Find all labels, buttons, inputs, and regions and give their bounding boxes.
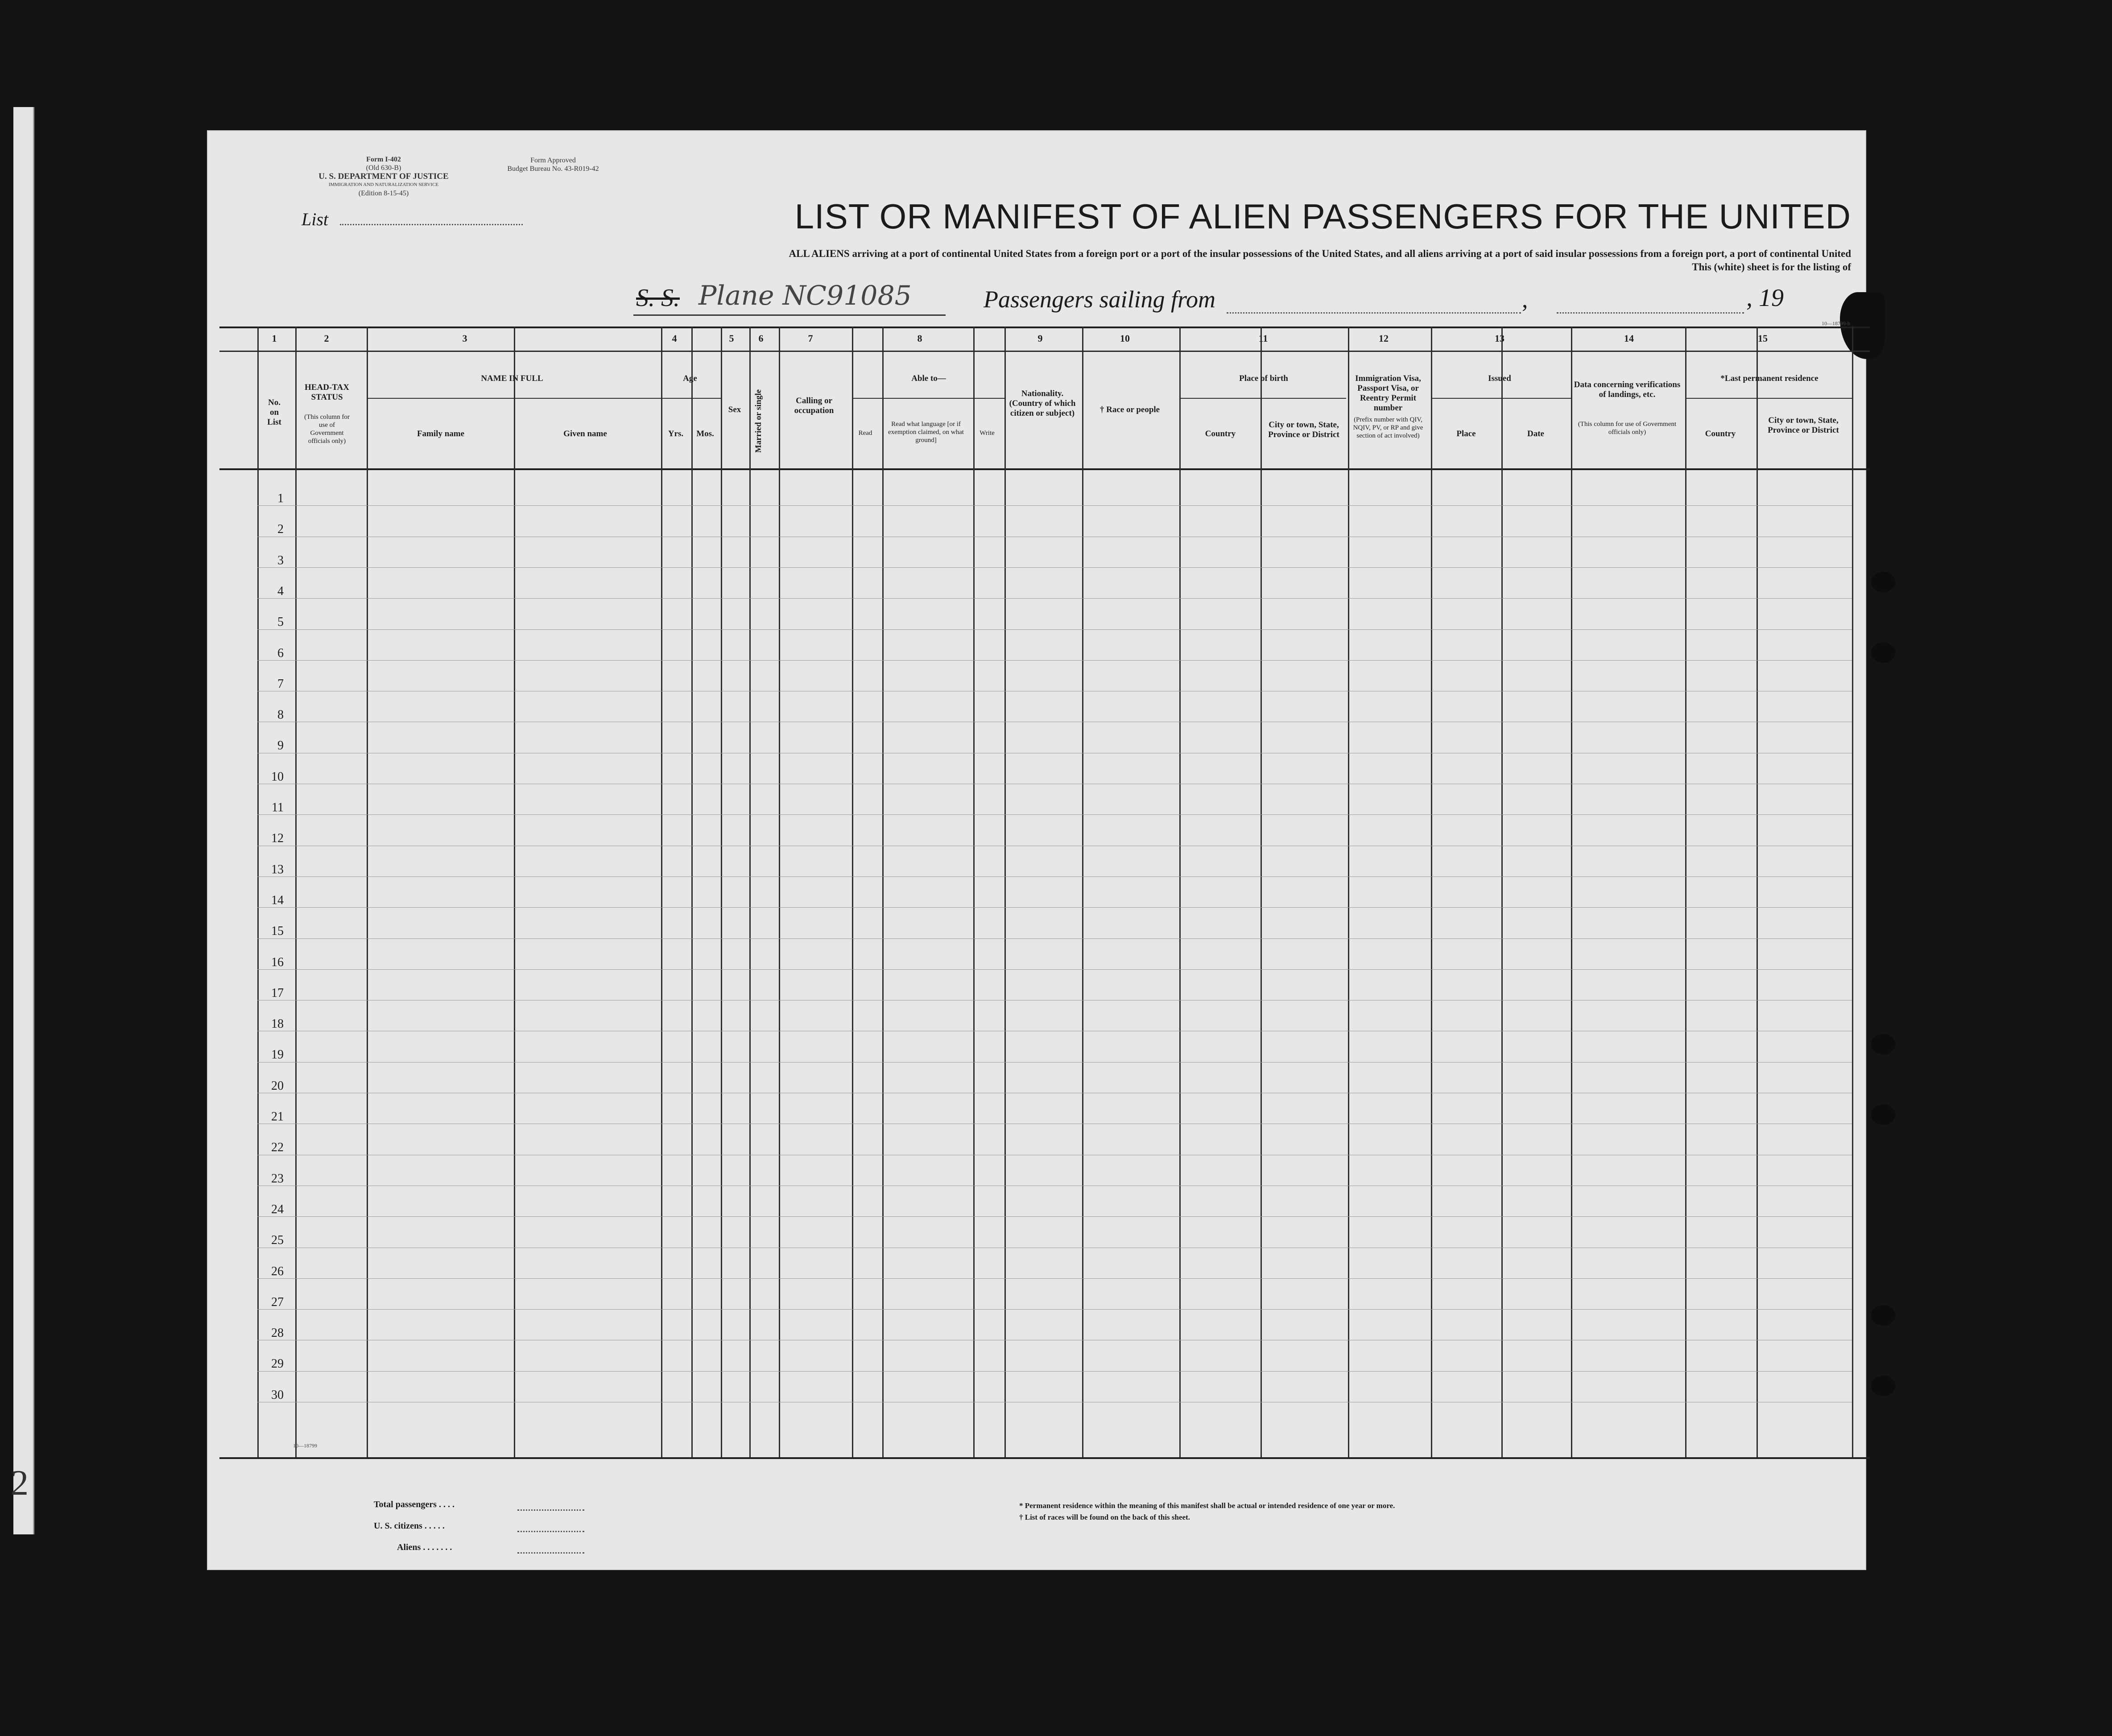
column-rule — [1348, 327, 1349, 1457]
row-rule — [257, 660, 1852, 661]
punch-hole — [1871, 1305, 1895, 1326]
row-number: 16 — [271, 955, 284, 969]
approval-line-1: Form Approved — [530, 157, 576, 164]
page-subtitle — [531, 247, 1851, 274]
row-number: 12 — [271, 831, 284, 846]
col-number-3: 3 — [462, 333, 467, 344]
row-number: 3 — [277, 553, 284, 567]
column-rule — [749, 327, 751, 1457]
header-head-tax: HEAD-TAX STATUS — [305, 383, 349, 402]
header-able-to: Able to— — [911, 374, 946, 383]
row-number: 4 — [277, 584, 284, 598]
header-write: Write — [980, 430, 995, 437]
header-immigration-visa-note: (Prefix number with QIV, NQIV, PV, or RP and give section of act involved) — [1353, 416, 1423, 439]
header-married: Married or single — [754, 389, 763, 453]
punch-hole — [1871, 1104, 1895, 1125]
header-yrs: Yrs. — [668, 429, 684, 438]
punch-hole — [1871, 572, 1895, 592]
approval-line-2: Budget Bureau No. 43-R019-42 — [507, 165, 599, 173]
vessel-name-handwritten: Plane NC91085 — [698, 280, 912, 311]
form-alt-number: (Old 630-B) — [366, 164, 401, 172]
service-name: IMMIGRATION AND NATURALIZATION SERVICE — [328, 182, 439, 187]
form-number: Form I-402 — [366, 156, 401, 163]
column-rule — [1501, 327, 1503, 1457]
form-code-right: 10—18799-b — [1822, 320, 1850, 327]
subheader-rule — [661, 398, 721, 399]
subheader-rule — [1685, 398, 1852, 399]
header-no-on-list: No. on List — [267, 398, 281, 427]
aliens-field[interactable] — [517, 1552, 584, 1554]
col-number-9: 9 — [1037, 333, 1043, 344]
column-rule — [1685, 327, 1686, 1457]
column-rule — [1571, 327, 1572, 1457]
header-birth-country: Country — [1205, 429, 1236, 438]
film-strip-edge — [13, 107, 34, 1534]
colnum-bottom-rule — [219, 351, 1870, 352]
footnote-races: † List of races will be found on the back of this sheet. — [1019, 1513, 1190, 1521]
column-rule — [1179, 327, 1181, 1457]
passenger-table — [219, 320, 1870, 1459]
header-issued: Issued — [1488, 374, 1511, 383]
form-approval-block — [486, 156, 620, 173]
row-number: 17 — [271, 986, 284, 1000]
row-rule — [257, 629, 1852, 630]
row-rule — [257, 907, 1852, 908]
subheader-rule — [1179, 398, 1346, 399]
column-rule — [882, 327, 884, 1457]
header-issued-place: Place — [1456, 429, 1476, 438]
comma-separator: , — [1522, 286, 1528, 313]
year-prefix-value: 19 — [1759, 284, 1784, 312]
row-number: 27 — [271, 1295, 284, 1309]
column-rule — [973, 327, 975, 1457]
col-number-4: 4 — [672, 333, 677, 344]
column-rule — [852, 327, 853, 1457]
row-rule — [257, 876, 1852, 877]
column-rule — [1082, 327, 1083, 1457]
punch-hole — [1871, 1034, 1895, 1054]
sailing-date-line[interactable] — [1557, 312, 1744, 314]
col-number-1: 1 — [272, 333, 277, 344]
aliens-label: Aliens . . . . . . . — [397, 1542, 452, 1552]
row-number: 19 — [271, 1048, 284, 1062]
row-rule — [257, 598, 1852, 599]
column-rule — [367, 327, 368, 1457]
col-number-5: 5 — [729, 333, 734, 344]
row-number: 21 — [271, 1110, 284, 1124]
column-rule — [1261, 327, 1262, 1457]
row-rule — [257, 567, 1852, 568]
subheader-rule — [1431, 398, 1571, 399]
row-rule — [257, 938, 1852, 939]
col-number-15: 15 — [1758, 333, 1768, 344]
row-number: 22 — [271, 1141, 284, 1155]
subtitle-line-1: ALL ALIENS arriving at a port of continental United States from a foreign port or a port of the insular possessions of the United States, and all aliens arriving at a port of said insular possessions from a foreign port, a port of continental United — [789, 248, 1851, 259]
sailing-from-label: Passengers sailing from — [984, 286, 1216, 313]
header-immigration-visa: Immigration Visa, Passport Visa, or Reentry Permit number — [1355, 374, 1421, 413]
header-head-tax-note: (This column for use of Government officials only) — [304, 413, 350, 445]
column-rule — [661, 327, 662, 1457]
row-number: 20 — [271, 1079, 284, 1093]
subheader-rule — [852, 398, 1004, 399]
column-rule — [1431, 327, 1432, 1457]
row-number: 7 — [277, 677, 284, 691]
row-rule — [257, 505, 1852, 506]
row-number: 18 — [271, 1017, 284, 1031]
row-number: 23 — [271, 1171, 284, 1186]
col-number-13: 13 — [1495, 333, 1504, 344]
col-number-10: 10 — [1120, 333, 1130, 344]
row-number: 9 — [277, 739, 284, 753]
row-number: 26 — [271, 1264, 284, 1278]
row-rule — [257, 1371, 1852, 1372]
column-rule — [691, 327, 693, 1457]
form-id-block — [294, 155, 473, 198]
row-number: 1 — [277, 492, 284, 505]
column-rule — [1757, 327, 1758, 1457]
row-number: 11 — [272, 801, 284, 814]
row-number: 28 — [271, 1326, 284, 1340]
row-number: 15 — [271, 924, 284, 938]
row-number: 2 — [277, 522, 284, 537]
row-number: 6 — [277, 646, 284, 660]
header-given-name: Given name — [563, 429, 607, 438]
row-number: 30 — [271, 1388, 284, 1402]
total-passengers-field[interactable] — [517, 1509, 584, 1511]
header-mos: Mos. — [696, 429, 714, 438]
header-sex: Sex — [728, 405, 741, 414]
row-rule — [257, 969, 1852, 970]
header-read-language: Read what language [or if exemption claimed, on what ground] — [888, 421, 964, 444]
form-code-bottom: 10—18799 — [293, 1443, 317, 1449]
footnote-permanent-residence: * Permanent residence within the meaning of this manifest shall be actual or intended residence of one year or more. — [1019, 1501, 1395, 1510]
row-number: 13 — [271, 862, 284, 876]
list-label: List — [302, 209, 329, 229]
header-calling: Calling or occupation — [794, 396, 834, 415]
punch-hole — [1871, 642, 1895, 663]
column-rule — [514, 327, 515, 1457]
header-birth-city: City or town, State, Province or District — [1268, 420, 1339, 439]
column-rule — [1004, 327, 1006, 1457]
col-number-2: 2 — [324, 333, 329, 344]
col-number-11: 11 — [1258, 333, 1268, 344]
subtitle-line-2: This (white) sheet is for the listing of — [1692, 261, 1851, 273]
row-number: 29 — [271, 1357, 284, 1371]
column-rule — [1852, 327, 1853, 1457]
header-issued-date: Date — [1527, 429, 1544, 438]
header-read: Read — [858, 430, 872, 437]
header-residence-country: Country — [1705, 429, 1736, 438]
list-number-line[interactable] — [340, 224, 523, 225]
ss-label: S. S. — [636, 284, 680, 312]
us-citizens-label: U. S. citizens . . . . . — [374, 1521, 445, 1531]
header-last-residence: *Last permanent residence — [1720, 374, 1819, 383]
header-bottom-rule — [219, 468, 1870, 470]
sailing-port-line[interactable] — [1227, 312, 1521, 314]
vessel-name-line[interactable] — [633, 314, 946, 316]
row-rule — [257, 1309, 1852, 1310]
department-name: U. S. DEPARTMENT OF JUSTICE — [318, 172, 449, 181]
row-rule — [257, 1278, 1852, 1279]
column-rule — [295, 327, 297, 1457]
row-number: 10 — [271, 769, 284, 784]
header-name-in-full: NAME IN FULL — [481, 374, 543, 383]
header-data-concerning: Data concerning verifications of landings, etc. — [1574, 380, 1681, 399]
table-top-rule — [219, 327, 1870, 328]
col-number-14: 14 — [1624, 333, 1634, 344]
year-prefix: , 19 — [1746, 284, 1784, 312]
form-edition: (Edition 8-15-45) — [358, 190, 409, 197]
header-family-name: Family name — [417, 429, 465, 438]
header-residence-city: City or town, State, Province or District — [1768, 416, 1839, 435]
page-title: LIST OR MANIFEST OF ALIEN PASSENGERS FOR THE UNITED — [794, 197, 1851, 236]
header-race: † Race or people — [1099, 405, 1160, 414]
row-number: 24 — [271, 1202, 284, 1216]
us-citizens-field[interactable] — [517, 1531, 584, 1532]
col-number-8: 8 — [917, 333, 922, 344]
header-place-of-birth: Place of birth — [1239, 374, 1288, 383]
punch-hole — [1871, 1376, 1895, 1396]
header-data-note: (This column for use of Government officials only) — [1578, 421, 1677, 436]
col-number-6: 6 — [758, 333, 764, 344]
row-rule — [257, 814, 1852, 815]
row-rule — [257, 1216, 1852, 1217]
row-number: 5 — [277, 615, 284, 629]
total-passengers-label: Total passengers . . . . — [374, 1500, 455, 1509]
column-rule — [721, 327, 722, 1457]
col-number-12: 12 — [1379, 333, 1389, 344]
row-number: 14 — [271, 893, 284, 907]
header-nationality: Nationality. (Country of which citizen or subject) — [1009, 389, 1076, 418]
row-number: 25 — [271, 1233, 284, 1248]
column-rule — [779, 327, 780, 1457]
table-bottom-rule — [219, 1457, 1870, 1459]
col-number-7: 7 — [808, 333, 813, 344]
film-edge-number: 2 — [11, 1463, 29, 1503]
header-age: Age — [683, 374, 697, 383]
row-number: 8 — [277, 708, 284, 722]
